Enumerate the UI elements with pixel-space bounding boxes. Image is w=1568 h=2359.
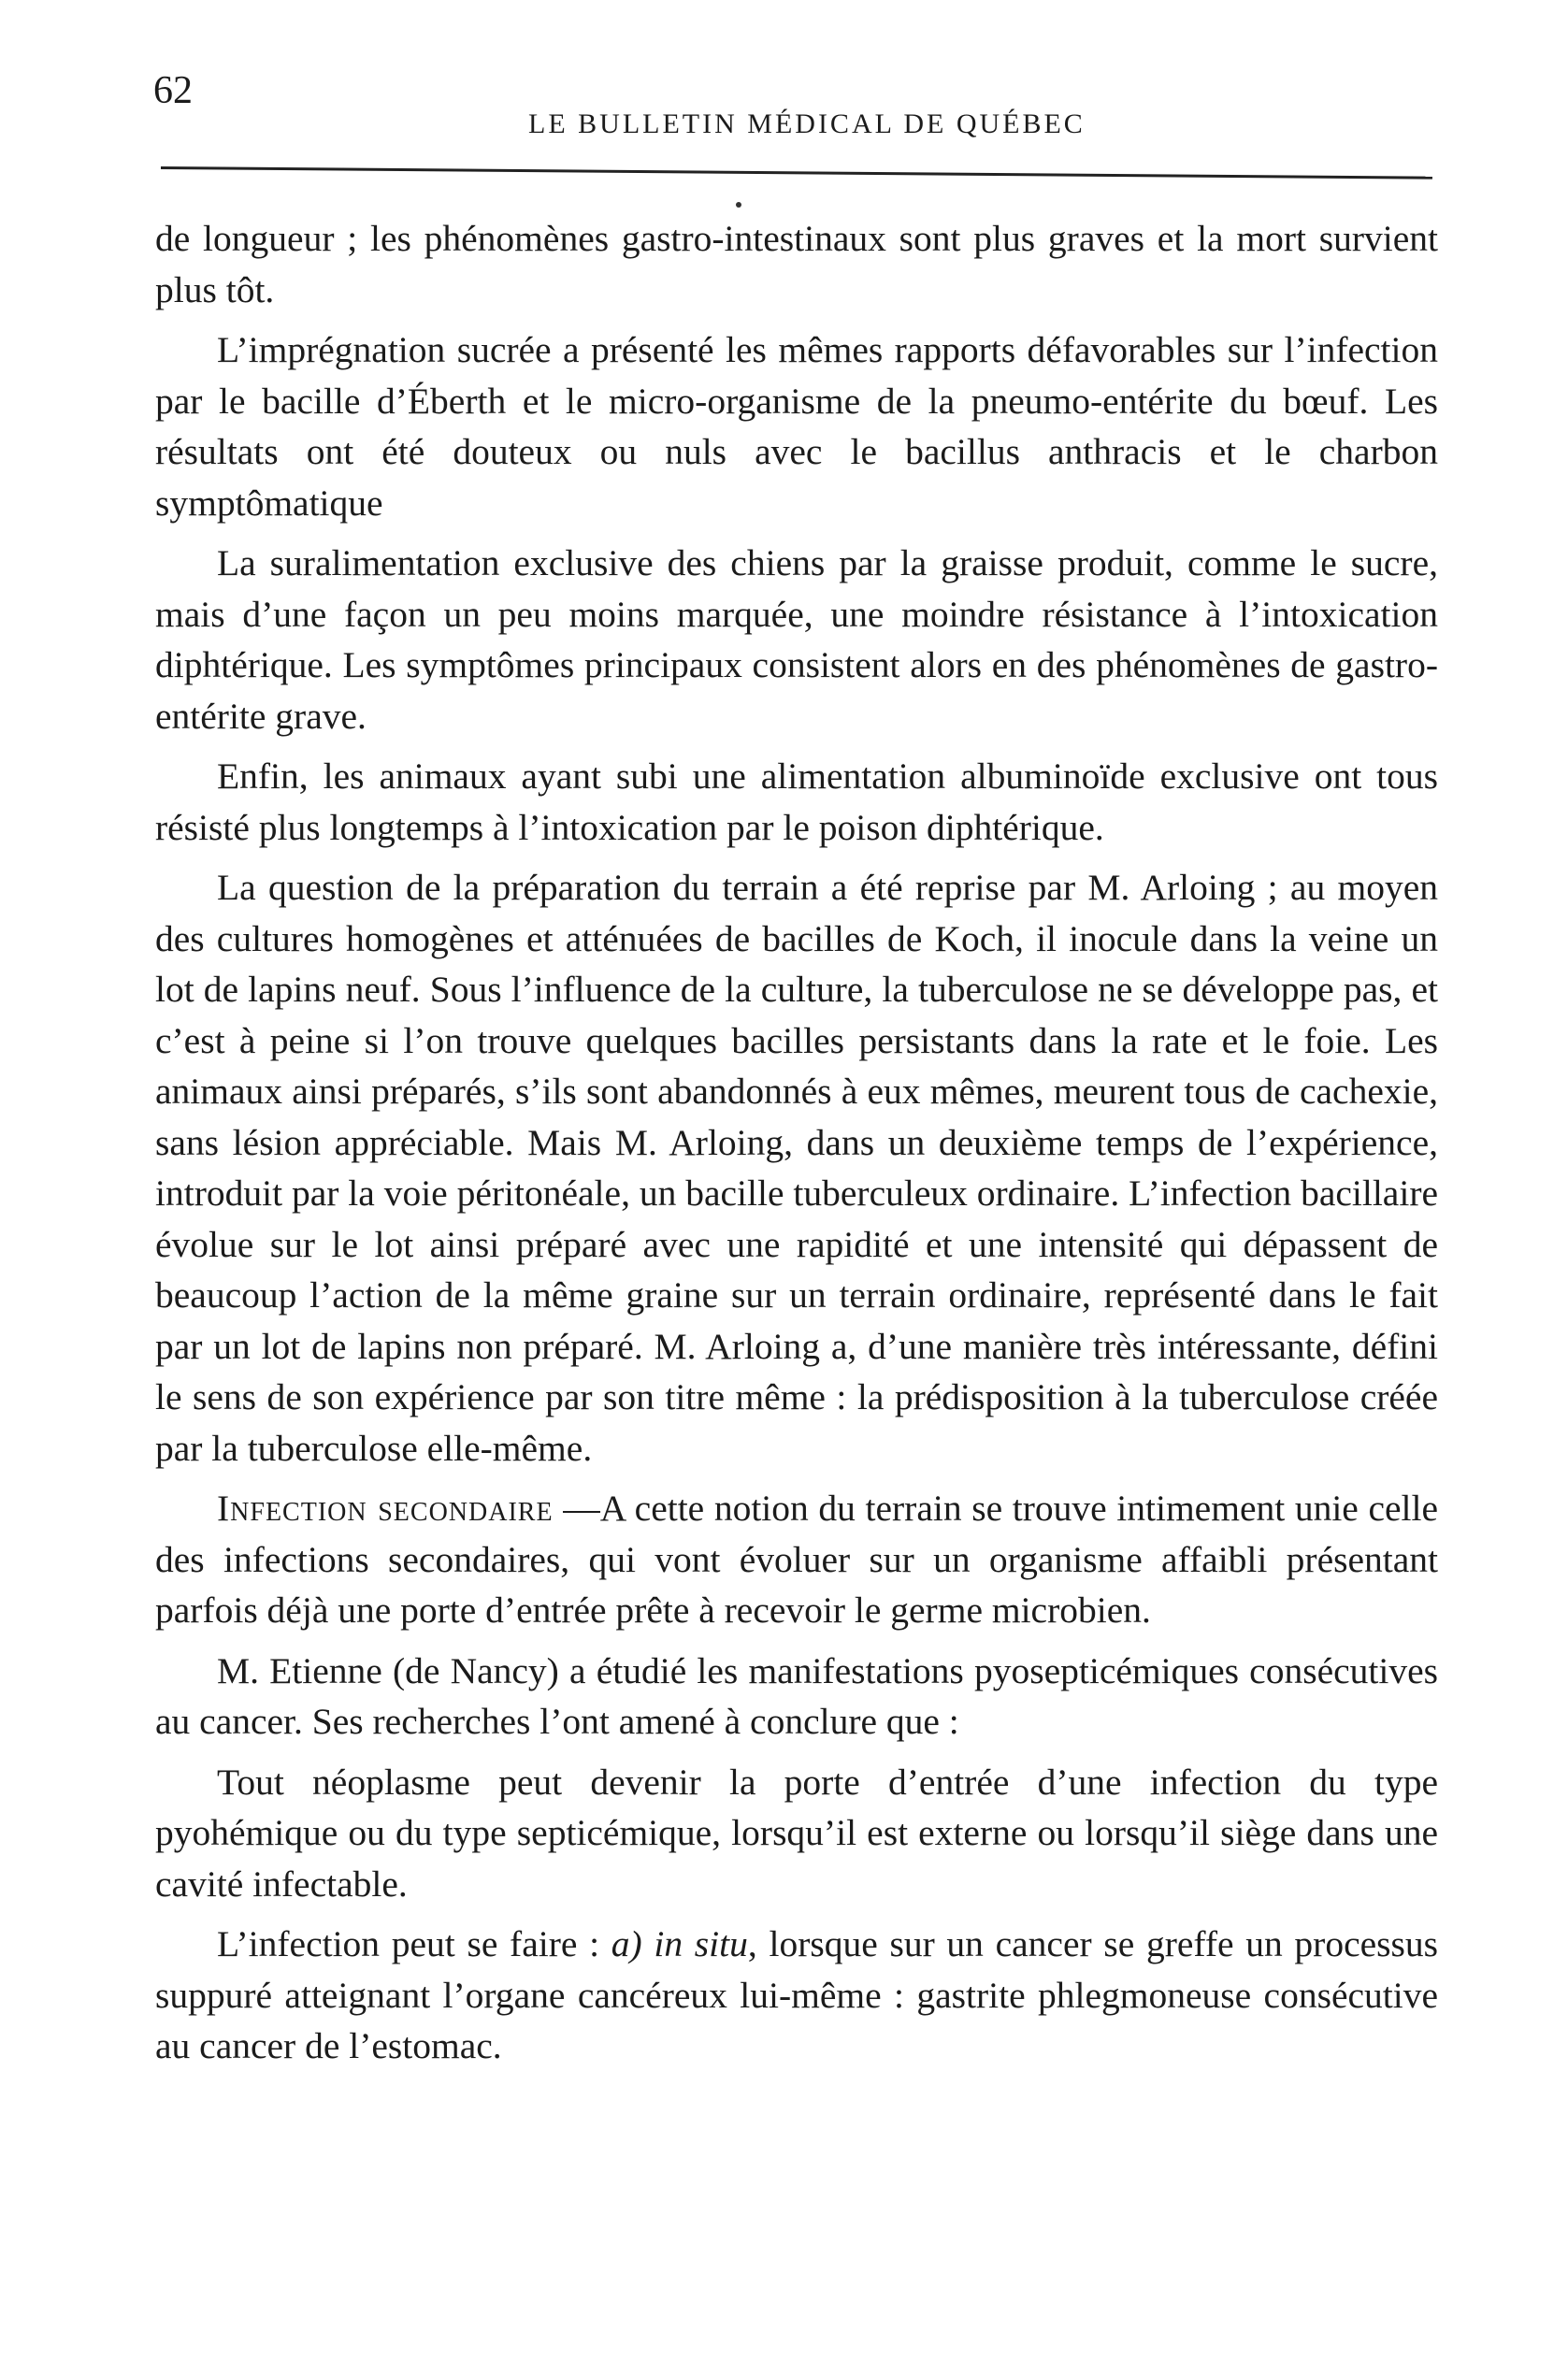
paragraph-neoplasm-conclusion: Tout néoplasme peut devenir la porte d’entrée d’une infection du type pyohémique ou du type septicémique, lorsqu’il est externe ou lorsqu’il siège dans une cavité infectable.	[155, 1761, 1438, 1905]
section-heading-text: —A cette notion du terrain se trouve intimement unie celle des infections secondaires, qui vont évoluer sur un organisme affaibli présentant parfois déjà une porte d’entrée prête à recevoir le germe microbien.	[155, 1488, 1438, 1631]
body-text	[155, 213, 1438, 2072]
paragraph-arloing-experiment: La question de la préparation du terrain a été reprise par M. Arloing ; au moyen des cultures homogènes et atténuées de bacilles de Koch, il inocule dans la veine un lot de lapins neuf. Sous l’influence de la culture, la tuberculose ne se développe pas, et c’est à peine si l’on trouve quelques bacilles persistants dans la rate et le foie. Les animaux ainsi préparés, s’ils sont abandonnés à eux mêmes, meurent tous de cachexie, sans lésion appréciable. Mais M. Arloing, dans un deuxième temps de l’expérience, introduit par la voie péritonéale, un bacille tuberculeux ordinaire. L’infection bacillaire évolue sur le lot ainsi préparé avec une rapidité et une intensité qui dépassent de beaucoup l’action de la même graine sur un terrain ordinaire, représenté dans le fait par un lot de lapins non préparé. M. Arloing a, d’une manière très intéressante, défini le sens de son expérience par son titre même : la prédisposition à la tuberculose créée par la tuberculose elle-même.	[155, 867, 1438, 1469]
paragraph-secondary-infection	[155, 1483, 1438, 1636]
infection-modes-italic: a) in situ	[611, 1923, 748, 1964]
paragraph-continuation: de longueur ; les phénomènes gastro-intestinaux sont plus graves et la mort survient plus tôt.	[155, 218, 1438, 310]
paragraph-sugar-impregnation: L’imprégnation sucrée a présenté les mêmes rapports défavorables sur l’infection par le bacille d’Éberth et le micro-organisme de la pneumo-entérite du bœuf. Les résultats ont été douteux ou nuls avec le bacillus anthracis et le charbon symptômatique	[155, 329, 1438, 524]
header-dot	[736, 202, 741, 208]
infection-modes-lead: L’infection peut se faire :	[217, 1923, 611, 1964]
paragraph-infection-modes	[155, 1919, 1438, 2072]
infection-modes-rest: , lorsque sur un cancer se greffe un processus suppuré atteignant l’organe cancéreux lui-même : gastrite phlegmoneuse consécutive au cancer de l’estomac.	[155, 1923, 1439, 2066]
paragraph-fat-overfeeding: La suralimentation exclusive des chiens par la graisse produit, comme le sucre, mais d’une façon un peu moins marquée, une moindre résistance à l’intoxication diphtérique. Les symptômes principaux consistent alors en des phénomènes de gastro-entérite grave.	[155, 542, 1438, 737]
section-heading: Infection secondaire	[217, 1488, 554, 1529]
header-rule	[161, 166, 1432, 180]
paragraph-etienne-study: M. Etienne (de Nancy) a étudié les manifestations pyosepticémiques consécutives au cancer. Ses recherches l’ont amené à conclure que :	[155, 1649, 1438, 1742]
running-title: LE BULLETIN MÉDICAL DE QUÉBEC	[528, 108, 1086, 139]
page-number: 62	[153, 69, 193, 112]
paragraph-albuminoid-diet: Enfin, les animaux ayant subi une alimentation albuminoïde exclusive ont tous résisté plus longtemps à l’intoxication par le poison diphtérique.	[155, 755, 1438, 848]
